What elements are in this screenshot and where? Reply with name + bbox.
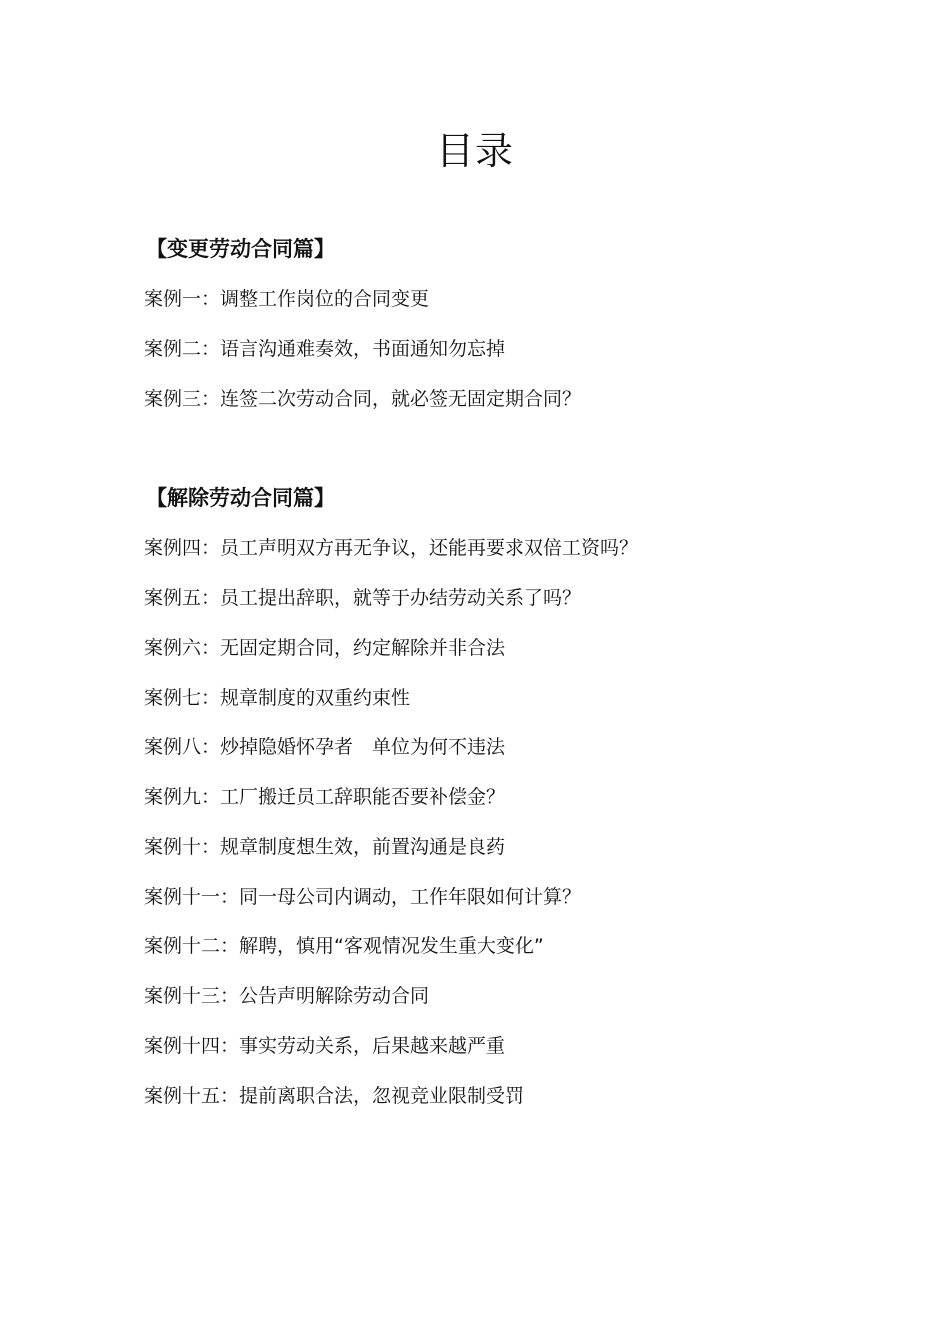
toc-item[interactable]: 案例七：规章制度的双重约束性 [144, 687, 411, 709]
toc-item[interactable]: 案例四：员工声明双方再无争议，还能再要求双倍工资吗？ [144, 537, 639, 559]
section-heading-terminate-contract: 【解除劳动合同篇】 [146, 486, 335, 510]
toc-item[interactable]: 案例五：员工提出辞职，就等于办结劳动关系了吗？ [144, 587, 582, 609]
toc-item[interactable]: 案例二：语言沟通难奏效，书面通知勿忘掉 [144, 338, 506, 360]
toc-item[interactable]: 案例十五：提前离职合法，忽视竞业限制受罚 [144, 1085, 525, 1107]
toc-item[interactable]: 案例六：无固定期合同，约定解除并非合法 [144, 637, 506, 659]
toc-item[interactable]: 案例一：调整工作岗位的合同变更 [144, 288, 430, 310]
toc-item[interactable]: 案例八：炒掉隐婚怀孕者 单位为何不违法 [144, 736, 506, 758]
section-heading-change-contract: 【变更劳动合同篇】 [146, 237, 335, 261]
toc-item[interactable]: 案例十四：事实劳动关系，后果越来越严重 [144, 1035, 506, 1057]
toc-item[interactable]: 案例十：规章制度想生效，前置沟通是良药 [144, 836, 506, 858]
toc-item[interactable]: 案例十一：同一母公司内调动，工作年限如何计算？ [144, 886, 582, 908]
toc-item[interactable]: 案例九：工厂搬迁员工辞职能否要补偿金？ [144, 786, 506, 808]
toc-item[interactable]: 案例十三：公告声明解除劳动合同 [144, 985, 430, 1007]
toc-item[interactable]: 案例十二：解聘，慎用“客观情况发生重大变化” [144, 935, 544, 957]
toc-item[interactable]: 案例三：连签二次劳动合同，就必签无固定期合同？ [144, 388, 582, 410]
page-title: 目录 [435, 129, 514, 173]
